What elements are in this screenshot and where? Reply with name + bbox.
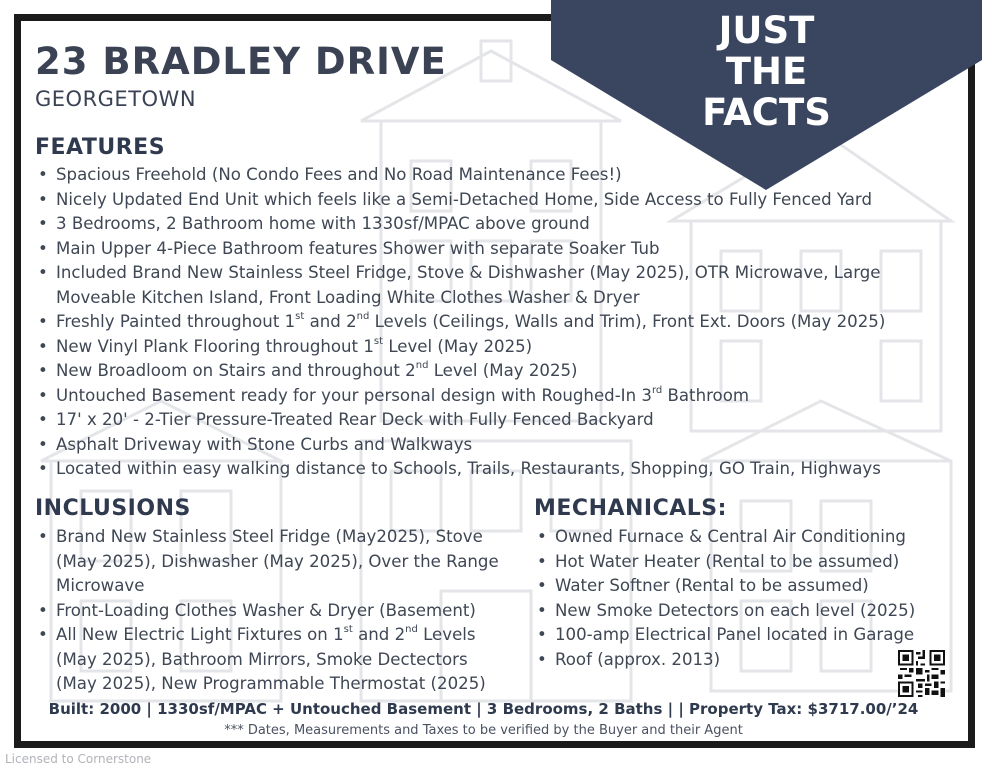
list-item: • New Vinyl Plank Flooring throughout 1st Level (May 2025) — [35, 335, 885, 360]
disclaimer — [0, 723, 995, 738]
banner-line-3: FACTS — [702, 91, 831, 134]
list-item: • All New Electric Light Fixtures on 1st and 2nd Levels — [35, 623, 499, 648]
list-item: • Freshly Painted throughout 1st and 2nd Levels (Ceilings, Walls and Trim), Front Ext. Doors (May 2025) — [35, 310, 885, 335]
list-item: • Located within easy walking distance to Schools, Trails, Restaurants, Shopping, GO Train, Highways — [35, 457, 885, 482]
disclaimer-text: *** Dates, Measurements and Taxes to be verified by the Buyer and their Agent — [224, 723, 743, 738]
list-item: • Water Softner (Rental to be assumed) — [534, 574, 915, 599]
list-item-continued: (May 2025), Bathroom Mirrors, Smoke Dectectors — [56, 649, 468, 669]
list-item: • Brand New Stainless Steel Fridge (May2025), Stove — [35, 525, 499, 550]
list-item-continued: (May 2025), New Programmable Thermostat (2025) — [56, 674, 486, 693]
list-item: • 17' x 20' - 2-Tier Pressure-Treated Rear Deck with Fully Fenced Backyard — [35, 408, 885, 433]
list-item-continued: (May 2025), Dishwasher (May 2025), Over the Range — [56, 551, 499, 571]
features-list — [35, 163, 885, 482]
license-watermark: Licensed to Cornerstone — [5, 752, 152, 766]
property-summary — [0, 700, 995, 718]
qr-code-icon — [898, 650, 945, 697]
banner-line-1: JUST — [718, 9, 815, 52]
list-item: • New Smoke Detectors on each level (2025) — [534, 599, 915, 624]
list-item: • Owned Furnace & Central Air Conditioning — [534, 525, 915, 550]
list-item: • Spacious Freehold (No Condo Fees and No Road Maintenance Fees!) — [35, 163, 885, 188]
list-item: • 3 Bedrooms, 2 Bathroom home with 1330sf/MPAC above ground — [35, 212, 885, 237]
features-heading: FEATURES — [35, 135, 166, 160]
list-item-continued: Moveable Kitchen Island, Front Loading White Clothes Washer & Dryer — [56, 287, 640, 307]
list-item: • Roof (approx. 2013) — [534, 648, 915, 673]
mechanicals-list — [534, 525, 915, 672]
list-item: • Asphalt Driveway with Stone Curbs and Walkways — [35, 433, 885, 458]
inclusions-heading: INCLUSIONS — [35, 496, 191, 521]
list-item: • Front-Loading Clothes Washer & Dryer (Basement) — [35, 599, 499, 624]
list-item: • 100-amp Electrical Panel located in Garage — [534, 623, 915, 648]
list-item-continued: Microwave — [56, 576, 145, 595]
inclusions-list — [35, 525, 499, 697]
list-item: • Untouched Basement ready for your personal design with Roughed-In 3rd Bathroom — [35, 384, 885, 409]
list-item: • Included Brand New Stainless Steel Fridge, Stove & Dishwasher (May 2025), OTR Microwave, Large — [35, 261, 885, 286]
mechanicals-heading: MECHANICALS: — [534, 496, 727, 521]
list-item: • New Broadloom on Stairs and throughout 2nd Level (May 2025) — [35, 359, 885, 384]
banner-line-2: THE — [725, 50, 808, 93]
list-item: • Nicely Updated End Unit which feels like a Semi-Detached Home, Side Access to Fully Fenced Yard — [35, 188, 885, 213]
property-address: 23 BRADLEY DRIVE — [35, 40, 447, 83]
list-item: • Hot Water Heater (Rental to be assumed) — [534, 550, 915, 575]
summary-text: Built: 2000 | 1330sf/MPAC + Untouched Basement | 3 Bedrooms, 2 Baths | | Property Tax: $3717.00/’24 — [48, 700, 919, 718]
property-city: GEORGETOWN — [35, 87, 197, 111]
banner-text — [551, 10, 982, 133]
list-item: • Main Upper 4-Piece Bathroom features Shower with separate Soaker Tub — [35, 237, 885, 262]
